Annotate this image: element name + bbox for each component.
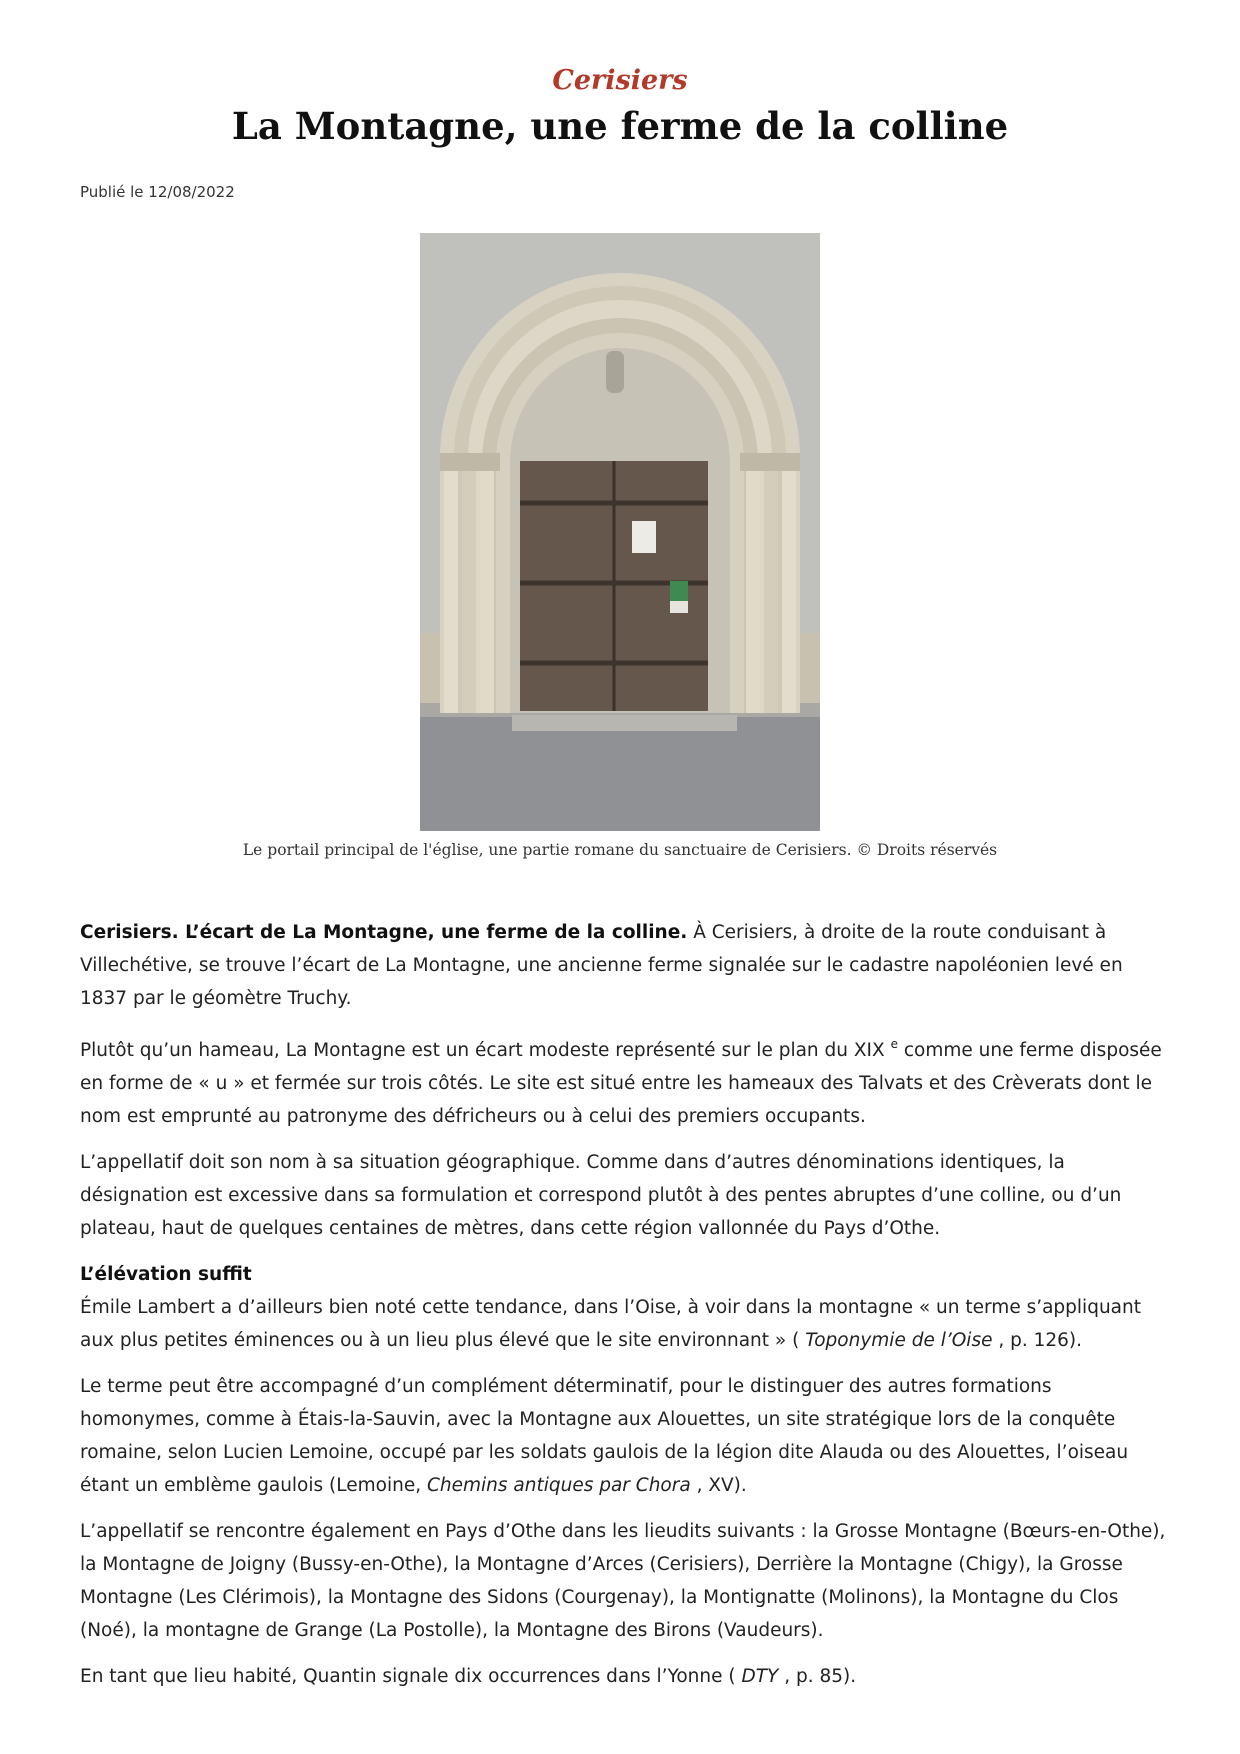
reference-title: Toponymie de l’Oise <box>805 1330 993 1351</box>
reference-title: Chemins antiques par Chora <box>426 1475 691 1496</box>
article-header <box>0 0 1240 152</box>
paragraph-5-text-a: Le terme peut être accompagné d’un complément déterminatif, pour le distinguer des autres formations homonymes, comme à Étais-la-Sauvin, avec la Montagne aux Alouettes, un site stratégique lors de la conquête romaine, selon Lucien Lemoine, occupé par les soldats gaulois de la légion dite Alauda ou des Alouettes, l’oiseau étant un emblème gaulois (Lemoine, <box>80 1376 1129 1496</box>
century-superscript: e <box>890 1037 898 1051</box>
paragraph-7-text-b: , p. 85). <box>778 1666 857 1687</box>
paragraph-6: L’appellatif se rencontre également en Pays d’Othe dans les lieudits suivants : la Grosse Montagne (Bœurs-en-Othe), la Montagne de Joigny (Bussy-en-Othe), la Montagne d’Arces (Cerisiers), Derrière la Montagne (Chigy), la Grosse Montagne (Les Clérimois), la Montagne des Sidons (Courgenay), la Montignatte (Molinons), la Montagne du Clos (Noé), la montagne de Grange (La Postolle), la Montagne des Birons (Vaudeurs). <box>80 1521 1166 1641</box>
paragraph-2 <box>80 1028 1170 1133</box>
paragraph-7-text-a: En tant que lieu habité, Quantin signale dix occurrences dans l’Yonne ( <box>80 1666 742 1687</box>
paragraph-3: L’appellatif doit son nom à sa situation géographique. Comme dans d’autres dénominations identiques, la désignation est excessive dans sa formulation et correspond plutôt à des pentes abruptes d’une colline, ou d’un plateau, haut de quelques centaines de mètres, dans cette région vallonnée du Pays d’Othe. <box>80 1152 1122 1239</box>
paragraph-5-text-b: , XV). <box>690 1475 747 1496</box>
church-portal-photo <box>420 233 820 831</box>
paragraph-7 <box>80 1660 1170 1693</box>
article-title: La Montagne, une ferme de la colline <box>231 104 1009 148</box>
figure-caption: Le portail principal de l'église, une partie romane du sanctuaire de Cerisiers. © Droits réservés <box>242 841 998 859</box>
subheading: L’élévation suffit <box>80 1264 252 1285</box>
paragraph-4 <box>80 1258 1170 1357</box>
article-body <box>80 916 1170 1706</box>
reference-title: DTY <box>741 1666 779 1687</box>
paragraph-4-text-a: Émile Lambert a d’ailleurs bien noté cette tendance, dans l’Oise, à voir dans la montagne « un terme s’appliquant aux plus petites éminences ou à un lieu plus élevé que le site environnant » ( <box>80 1297 1141 1351</box>
article-figure <box>0 233 1240 859</box>
section-kicker[interactable]: Cerisiers <box>552 65 688 96</box>
paragraph-2-text-a: Plutôt qu’un hameau, La Montagne est un écart modeste représenté sur le plan du XIX <box>80 1040 891 1061</box>
paragraph-2-text-b: comme une ferme disposée en forme de « u » et fermée sur trois côtés. Le site est situé entre les hameaux des Talvats et des Crèverats dont le nom est emprunté au patronyme des défricheurs ou à celui des premiers occupants. <box>80 1040 1162 1127</box>
paragraph-5 <box>80 1370 1170 1502</box>
publish-date: Publié le 12/08/2022 <box>80 183 235 201</box>
paragraph-1-text: À Cerisiers, à droite de la route conduisant à Villechétive, se trouve l’écart de La Montagne, une ancienne ferme signalée sur le cadastre napoléonien levé en 1837 par le géomètre Truchy. <box>80 922 1123 1009</box>
lead-text: Cerisiers. L’écart de La Montagne, une ferme de la colline. <box>80 922 688 943</box>
paragraph-1 <box>80 916 1170 1015</box>
paragraph-4-text-b: , p. 126). <box>992 1330 1083 1351</box>
